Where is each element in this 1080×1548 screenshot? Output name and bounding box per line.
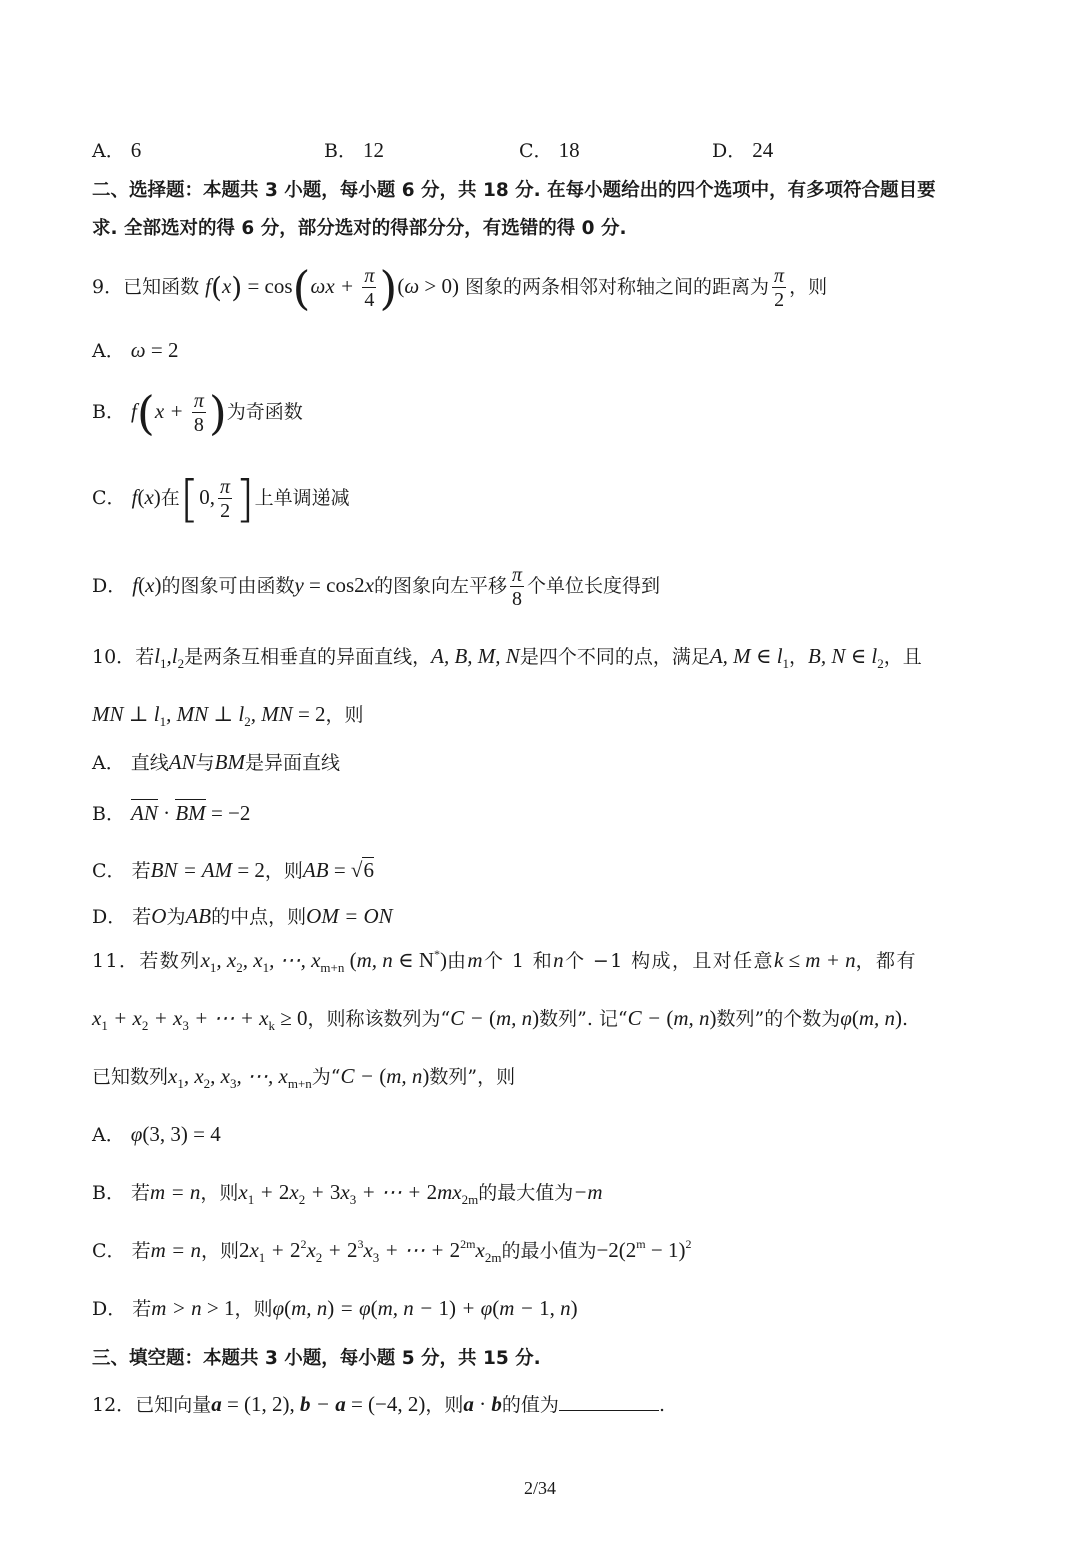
section2-heading-line2: 求. 全部选对的得 6 分，部分选对的得部分分，有选错的得 0 分. [92,218,627,239]
q11-option-c: C． 若m = n，则$2x_1 + 2^2x_2 + 2^3x_3$ + ⋯ + $2^{2m}x_{2m}$的最小值为$-2(2^m - 1)^2$ [92,1237,692,1265]
q8-options [92,136,992,166]
q9-option-c: C． f(x)在[0, $\frac{\pi}{2}$ ]上单调递减 [92,470,350,529]
q10-option-a: A． 直线AN与BM是异面直线 [92,750,340,774]
q10-option-d: D． 若O为AB的中点，则OM = ON [92,904,393,928]
q10-stem-line2: MN ⊥ $l_1$, MN ⊥ $l_2$, MN = 2，则 [92,702,364,729]
q9-option-b: B． f(x + $\frac{\pi}{8}$ )为奇函数 [92,386,303,441]
q10-stem-line1: 10．若$l_1,l_2$是两条互相垂直的异面直线，A, B, M, N是四个不同的点，满足A, M ∈ $l_1$，B, N ∈ $l_2$，且 [92,644,922,671]
q9-option-d: D． f(x)的图象可由函数y = cos2x的图象向左平移 $\frac{\pi}{8}$ 个单位长度得到 [92,563,661,610]
section3-heading: 三、填空题：本题共 3 小题，每小题 5 分，共 15 分. [92,1348,541,1369]
q10-option-b: B． AN · BM = −2 [92,801,251,825]
page-number: 2/34 [523,1478,556,1498]
q11-option-a: A． φ(3, 3) = 4 [92,1122,221,1146]
q11-option-b: B． 若m = n，则$x_1 + 2x_2 + 3x_3$ + ⋯ + $2mx_{2m}$的最大值为−m [92,1180,603,1207]
q11-option-d: D． 若m > n > 1，则φ(m, n) = φ(m, n − 1) + φ(m − 1, n) [92,1296,578,1320]
section2-heading-line1: 二、选择题：本题共 3 小题，每小题 6 分，共 18 分. 在每小题给出的四个选项中，有多项符合题目要 [92,180,936,201]
q11-stem-line2: $x_1 + x_2 + x_3$ + ⋯ + $x_k \ge 0$，则称该数列为“C − (m, n)数列”. 记“C − (m, n)数列”的个数为φ(m, n). [92,1006,909,1033]
q10-option-c: C． 若BN = AM = 2，则AB = √6 [92,858,374,882]
q11-stem-line3: 已知数列$x_1$, $x_2$, $x_3$, ⋯, $x_{m+n}$为“C − (m, n)数列”，则 [92,1064,516,1091]
q8-option-d: D． 24 [712,138,774,162]
q12-stem: 12．已知向量a = (1, 2), b − a = (−4, 2)，则a · b的值为 . [92,1392,665,1416]
q9-function-formula: f(x) = cos(ωx + $\frac{\pi}{4}$ )(ω > 0) [205,261,459,316]
q8-option-a: A． 6 [92,138,142,162]
q8-option-b: B． 12 [324,138,385,162]
q11-stem-line1: 11．若数列$x_1$, $x_2$, $x_1$, ⋯, $x_{m+n}$ (m, n ∈ N*)由m个 1 和n个 −1 构成，且对任意k ≤ m + n，都有 [92,947,917,975]
q8-option-c: C． 18 [519,138,580,162]
q9-option-a: A． ω = 2 [92,338,179,362]
q9-stem: 9．已知函数 f(x) = cos(ωx + $\frac{\pi}{4}$ )(ω > 0) 图象的两条相邻对称轴之间的距离为 $\frac{\pi}{2}$ ，则 [92,261,828,316]
q12-answer-blank[interactable] [559,1392,659,1411]
